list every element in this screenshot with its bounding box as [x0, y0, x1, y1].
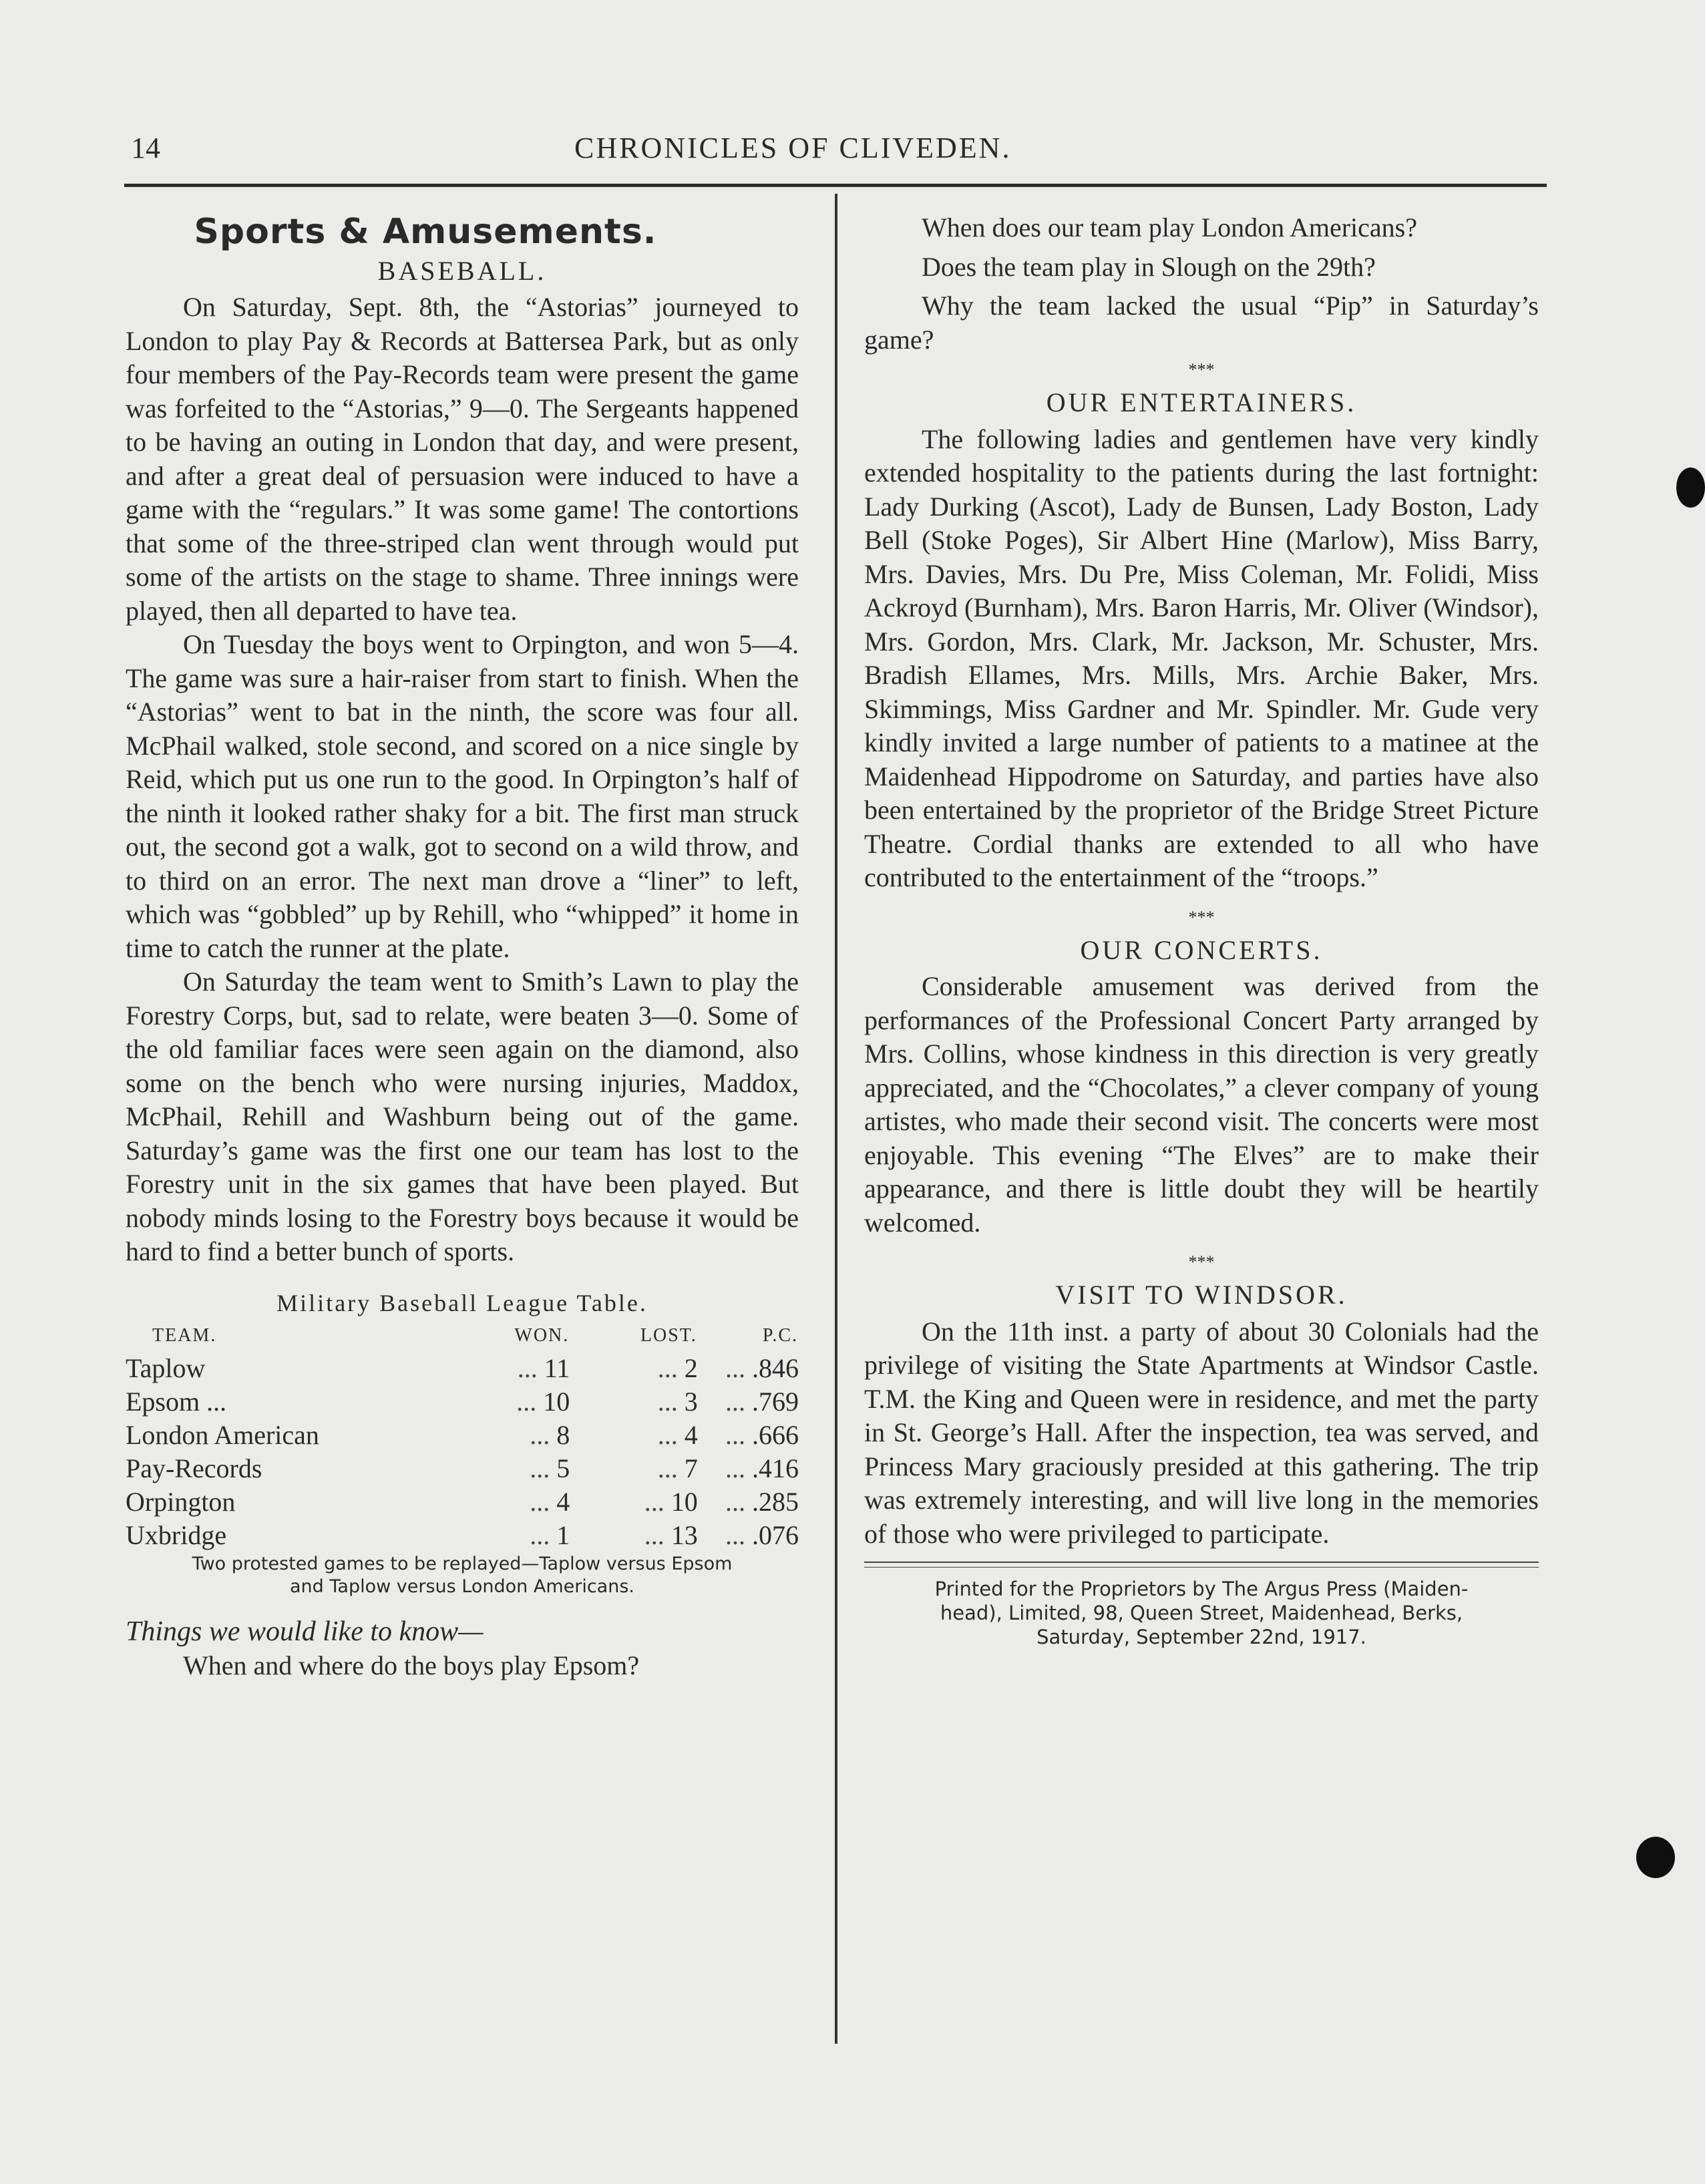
team-pc: ... .666 [725, 1420, 799, 1450]
team-lost: ... 7 [657, 1453, 698, 1483]
table-row [126, 1419, 799, 1452]
header-pc: P.C. [762, 1325, 798, 1346]
binder-hole-top [1676, 468, 1705, 508]
concerts-paragraph: Considerable amusement was derived from the performances of the Professional Concert Party arranged by Mrs. Collins, whose kindness in this direction is very greatly appreciated, and the “Chocolates,” a clever company of young artistes, who made their second visit. The concerts were most enjoyable. This evening “The Elves” are to make their appearance, and there is little doubt they will be heartily welcomed. [864, 971, 1539, 1238]
section-title: Sports & Amusements. [194, 212, 657, 252]
table-row [126, 1519, 799, 1552]
page-number: 14 [131, 132, 160, 164]
team-name: Uxbridge [126, 1520, 227, 1550]
league-table [126, 1320, 799, 1552]
team-pc: ... .416 [725, 1453, 799, 1483]
baseball-paragraph-1: On Saturday, Sept. 8th, the “Astorias” journeyed to London to play Pay & Records at Battersea Park, but as only four members of the Pay-Records team were present the game was forfeited to the “Astorias,” 9—0. The Sergeants happened to be having an outing in London that day, and were present, and after a great deal of persuasion were induced to have a game with the “regulars.” It was some game! The contortions that some of the three-striped clan went through would put some of the artists on the stage to shame. Three innings were played, then all departed to have tea. [126, 292, 799, 626]
league-note-line-2: and Taplow versus London Americans. [290, 1576, 634, 1597]
team-won: ... 10 [516, 1387, 570, 1417]
team-name: Taplow [126, 1353, 206, 1383]
team-name: Epsom ... [126, 1387, 227, 1417]
entertainers-paragraph: The following ladies and gentlemen have very kindly extended hospitality to the patients during the last fortnight: Lady Durking (Ascot), Lady de Bunsen, Lady Boston, Lady Bell (Stoke Poges), Sir Albert Hine (Marlow), Miss Barry, Mrs. Davies, Mrs. Du Pre, Miss Coleman, Mr. Folidi, Miss Ackroyd (Burnham), Mrs. Baron Harris, Mr. Oliver (Windsor), Mrs. Gordon, Mrs. Clark, Mr. Jackson, Mr. Schuster, Mrs. Bradish Ellames, Mrs. Mills, Mrs. Archie Baker, Mrs. Skimmings, Miss Gardner and Mr. Spindler. Mr. Gude very kindly invited a large number of patients to a matinee at the Maidenhead Hippodrome on Saturday, and parties have also been entertained by the proprietor of the Bridge Street Picture Theatre. Cordial thanks are extended to all who have contributed to the entertainment of the “troops.” [864, 423, 1539, 892]
team-won: ... 8 [530, 1420, 570, 1450]
team-name: Orpington [126, 1487, 236, 1517]
header-lost: LOST. [640, 1325, 697, 1346]
windsor-paragraph: On the 11th inst. a party of about 30 Colonials had the privilege of visiting the State Apartments at Windsor Castle. T.M. the King and Queen were in residence, and met the party in St. George’s Hall. After the inspection, tea was served, and Princess Mary graciously presided at this gathering. The trip was extremely interesting, and will live long in the memories of those who were privileged to participate. [864, 1316, 1539, 1549]
league-note-line-1: Two protested games to be replayed—Taplow versus Epsom [192, 1554, 733, 1574]
question-pip: Why the team lacked the usual “Pip” in Saturday’s game? [864, 291, 1539, 355]
team-pc: ... .769 [725, 1387, 799, 1417]
imprint-line-1: Printed for the Proprietors by The Argus Press (Maiden- [934, 1578, 1469, 1600]
table-row [126, 1452, 799, 1485]
league-table-header [126, 1320, 799, 1352]
team-name: London American [126, 1420, 319, 1450]
baseball-paragraph-3: On Saturday the team went to Smith’s Lawn to play the Forestry Corps, but, sad to relate, were beaten 3—0. Some of the old familiar faces were seen again on the diamond, also some on the bench who were nursing injuries, Maddox, McPhail, Rehill and Washburn being out of the game. Saturday’s game was the first one our team has lost to the Forestry unit in the six games that have been played. But nobody minds losing to the Forestry boys because it would be hard to find a better bunch of sports. [126, 966, 799, 1266]
right-column [864, 211, 1539, 1649]
question-slough: Does the team play in Slough on the 29th? [922, 251, 1376, 282]
things-heading: Things we would like to know— [126, 1616, 484, 1647]
baseball-paragraph-2: On Tuesday the boys went to Orpington, and won 5—4. The game was sure a hair-raiser from start to finish. When the “Astorias” went to bat in the ninth, the score was four all. McPhail walked, stole second, and scored on a nice single by Reid, which put us one run to the good. In Orpington’s half of the ninth it looked rather shaky for a bit. The first man struck out, the second got a walk, got to second on a wild throw, and to third on an error. The next man drove a “liner” to left, which was “gobbled” up by Rehill, who “whipped” it home in time to catch the runner at the plate. [126, 629, 799, 963]
question-london-americans: When does our team play London Americans? [922, 212, 1417, 242]
team-won: ... 4 [530, 1487, 570, 1517]
running-head: CHRONICLES OF CLIVEDEN. [574, 132, 1012, 164]
section-separator: *** [1188, 1252, 1215, 1272]
team-name: Pay-Records [126, 1453, 262, 1483]
team-lost: ... 2 [657, 1353, 698, 1383]
section-separator: *** [1188, 907, 1215, 927]
entertainers-heading: OUR ENTERTAINERS. [1046, 387, 1357, 417]
header-won: WON. [514, 1325, 570, 1346]
left-column [126, 211, 799, 1682]
team-lost: ... 10 [644, 1487, 698, 1517]
imprint [864, 1577, 1539, 1649]
header-team: TEAM. [152, 1325, 217, 1346]
team-won: ... 5 [530, 1453, 570, 1483]
imprint-rule [864, 1562, 1539, 1563]
team-lost: ... 4 [657, 1420, 698, 1450]
header-rule [124, 184, 1547, 187]
league-table-title: Military Baseball League Table. [276, 1289, 648, 1316]
team-lost: ... 3 [657, 1387, 698, 1417]
imprint-line-3: Saturday, September 22nd, 1917. [1036, 1626, 1366, 1648]
table-row [126, 1485, 799, 1519]
imprint-rule-thin [864, 1567, 1539, 1568]
team-lost: ... 13 [644, 1520, 698, 1550]
binder-hole-bottom [1636, 1837, 1675, 1878]
column-divider [835, 194, 837, 2044]
baseball-heading: BASEBALL. [377, 255, 547, 286]
team-pc: ... .846 [725, 1353, 799, 1383]
table-row [126, 1352, 799, 1385]
concerts-heading: OUR CONCERTS. [1080, 934, 1323, 965]
table-row [126, 1385, 799, 1419]
windsor-heading: VISIT TO WINDSOR. [1055, 1280, 1348, 1310]
team-pc: ... .076 [725, 1520, 799, 1550]
question-epsom: When and where do the boys play Epsom? [183, 1650, 640, 1680]
team-pc: ... .285 [725, 1487, 799, 1517]
team-won: ... 1 [530, 1520, 570, 1550]
imprint-line-2: head), Limited, 98, Queen Street, Maidenhead, Berks, [940, 1602, 1463, 1624]
section-separator: *** [1188, 360, 1215, 379]
team-won: ... 11 [517, 1353, 570, 1383]
